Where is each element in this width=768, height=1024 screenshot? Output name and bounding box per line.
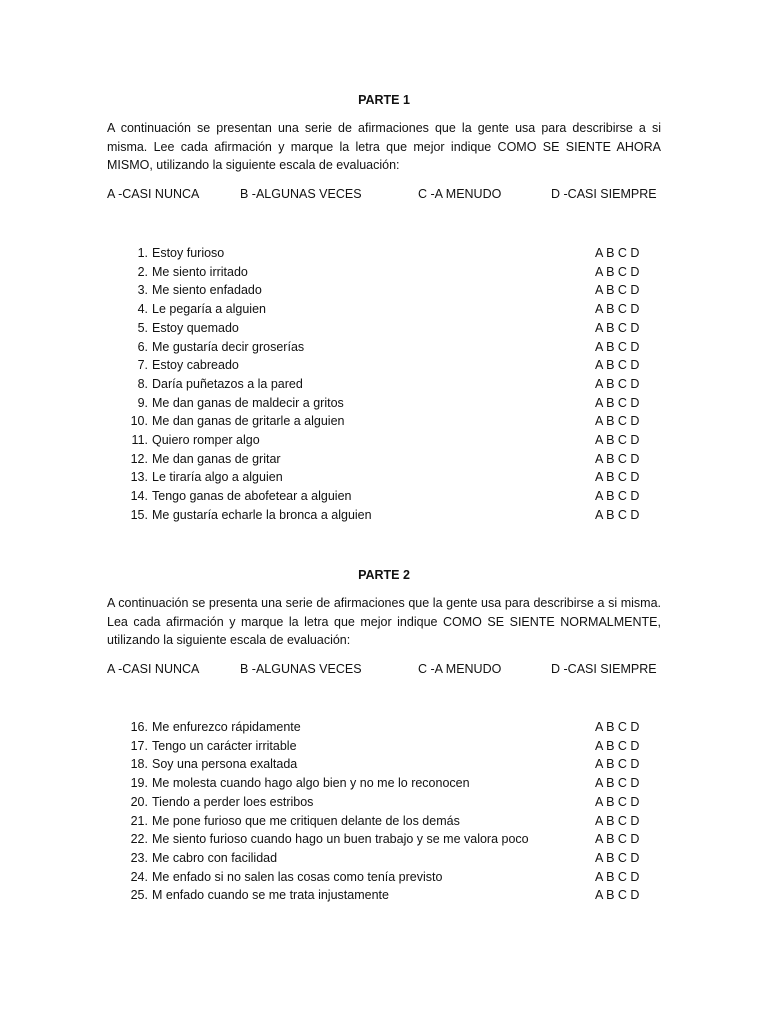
item-answer-options[interactable]: A B C D <box>595 376 640 391</box>
item-number: 24. <box>130 869 148 884</box>
item-answer-options[interactable]: A B C D <box>595 776 640 791</box>
part-2-instructions: A continuación se presenta una serie de afirmaciones que la gente usa para describirse a si misma. Lea cada afirmación y marque la letra que mejor indique COMO SE SIENTE NORMALMENTE, utilizando la siguiente escala de evaluación: <box>107 596 661 648</box>
list-item <box>107 468 661 487</box>
list-item <box>107 244 661 263</box>
item-number: 15. <box>130 507 148 522</box>
scale-option-c: C -A MENUDO <box>418 187 502 202</box>
item-answer-options[interactable]: A B C D <box>595 395 640 410</box>
item-number: 1. <box>137 246 148 261</box>
item-number: 7. <box>137 358 148 373</box>
item-number: 17. <box>130 738 148 753</box>
item-number: 6. <box>137 339 148 354</box>
part-1-rating-scale <box>107 185 661 203</box>
item-statement: Le pegaría a alguien <box>152 302 266 317</box>
list-item <box>107 281 661 300</box>
part-1-section <box>107 91 661 524</box>
item-statement: Le tiraría algo a alguien <box>152 470 283 485</box>
part-1-instructions: A continuación se presentan una serie de afirmaciones que la gente usa para describirse a si misma. Lee cada afirmación y marque la letra que mejor indique COMO SE SIENTE AHORA MISMO, utilizando la siguiente escala de evaluación: <box>107 121 661 173</box>
item-statement: Me pone furioso que me critiquen delante de los demás <box>152 813 460 828</box>
item-answer-options[interactable]: A B C D <box>595 888 640 903</box>
scale-option-a: A -CASI NUNCA <box>107 662 200 677</box>
item-statement: Me cabro con facilidad <box>152 850 278 865</box>
item-statement: Me enfado si no salen las cosas como tenía previsto <box>152 869 443 884</box>
item-answer-options[interactable]: A B C D <box>595 813 640 828</box>
item-answer-options[interactable]: A B C D <box>595 869 640 884</box>
item-statement: Tengo ganas de abofetear a alguien <box>152 489 352 504</box>
item-statement: Tengo un carácter irritable <box>152 738 297 753</box>
item-number: 3. <box>137 283 148 298</box>
item-number: 2. <box>137 264 148 279</box>
list-item <box>107 886 661 905</box>
item-statement: M enfado cuando se me trata injustamente <box>152 888 389 903</box>
item-answer-options[interactable]: A B C D <box>595 246 640 261</box>
item-statement: Me siento irritado <box>152 264 248 279</box>
item-answer-options[interactable]: A B C D <box>595 358 640 373</box>
list-item <box>107 774 661 793</box>
list-item <box>107 812 661 831</box>
item-statement: Me dan ganas de gritarle a alguien <box>152 414 345 429</box>
part-1-title: PARTE 1 <box>358 93 410 107</box>
item-number: 14. <box>130 489 148 504</box>
list-item <box>107 737 661 756</box>
part-2-rating-scale <box>107 660 661 678</box>
item-number: 19. <box>130 776 148 791</box>
item-number: 22. <box>130 832 148 847</box>
scale-option-d: D -CASI SIEMPRE <box>551 662 657 677</box>
item-number: 23. <box>130 850 148 865</box>
item-number: 21. <box>130 813 148 828</box>
item-statement: Me dan ganas de maldecir a gritos <box>152 395 344 410</box>
item-answer-options[interactable]: A B C D <box>595 507 640 522</box>
item-number: 20. <box>130 794 148 809</box>
part-2-item-list <box>107 718 661 905</box>
item-number: 9. <box>137 395 148 410</box>
item-answer-options[interactable]: A B C D <box>595 414 640 429</box>
list-item <box>107 263 661 282</box>
part-2-title: PARTE 2 <box>358 568 410 582</box>
scale-option-c: C -A MENUDO <box>418 662 502 677</box>
list-item <box>107 300 661 319</box>
list-item <box>107 755 661 774</box>
list-item <box>107 450 661 469</box>
scale-option-b: B -ALGUNAS VECES <box>240 662 362 677</box>
item-number: 5. <box>137 320 148 335</box>
item-statement: Soy una persona exaltada <box>152 757 298 772</box>
item-answer-options[interactable]: A B C D <box>595 264 640 279</box>
item-answer-options[interactable]: A B C D <box>595 432 640 447</box>
item-number: 8. <box>137 376 148 391</box>
list-item <box>107 793 661 812</box>
item-statement: Estoy cabreado <box>152 358 239 373</box>
item-statement: Me molesta cuando hago algo bien y no me lo reconocen <box>152 776 470 791</box>
item-answer-options[interactable]: A B C D <box>595 302 640 317</box>
item-statement: Me siento enfadado <box>152 283 262 298</box>
item-number: 16. <box>130 720 148 735</box>
list-item <box>107 506 661 525</box>
item-answer-options[interactable]: A B C D <box>595 850 640 865</box>
item-answer-options[interactable]: A B C D <box>595 489 640 504</box>
item-statement: Me siento furioso cuando hago un buen trabajo y se me valora poco <box>152 832 529 847</box>
item-number: 10. <box>130 414 148 429</box>
list-item <box>107 375 661 394</box>
scale-option-a: A -CASI NUNCA <box>107 187 200 202</box>
part-2-section <box>107 566 661 905</box>
item-number: 25. <box>130 888 148 903</box>
item-answer-options[interactable]: A B C D <box>595 738 640 753</box>
list-item <box>107 849 661 868</box>
item-answer-options[interactable]: A B C D <box>595 757 640 772</box>
item-statement: Me gustaría echarle la bronca a alguien <box>152 507 372 522</box>
list-item <box>107 394 661 413</box>
list-item <box>107 868 661 887</box>
item-number: 12. <box>130 451 148 466</box>
list-item <box>107 319 661 338</box>
item-number: 18. <box>130 757 148 772</box>
item-answer-options[interactable]: A B C D <box>595 320 640 335</box>
list-item <box>107 487 661 506</box>
item-statement: Quiero romper algo <box>152 432 260 447</box>
item-statement: Daría puñetazos a la pared <box>152 376 303 391</box>
list-item <box>107 412 661 431</box>
list-item <box>107 718 661 737</box>
list-item <box>107 431 661 450</box>
list-item <box>107 338 661 357</box>
item-statement: Tiendo a perder loes estribos <box>152 794 314 809</box>
part-1-item-list <box>107 244 661 524</box>
item-answer-options[interactable]: A B C D <box>595 470 640 485</box>
item-number: 11. <box>131 432 148 447</box>
item-statement: Estoy quemado <box>152 320 239 335</box>
scale-option-d: D -CASI SIEMPRE <box>551 187 657 202</box>
item-statement: Me dan ganas de gritar <box>152 451 281 466</box>
item-statement: Me gustaría decir groserías <box>152 339 305 354</box>
list-item <box>107 830 661 849</box>
item-answer-options[interactable]: A B C D <box>595 283 640 298</box>
item-answer-options[interactable]: A B C D <box>595 339 640 354</box>
item-statement: Me enfurezco rápidamente <box>152 720 301 735</box>
item-number: 13. <box>130 470 148 485</box>
item-answer-options[interactable]: A B C D <box>595 794 640 809</box>
item-number: 4. <box>137 302 148 317</box>
item-answer-options[interactable]: A B C D <box>595 832 640 847</box>
scale-option-b: B -ALGUNAS VECES <box>240 187 362 202</box>
item-statement: Estoy furioso <box>152 246 225 261</box>
item-answer-options[interactable]: A B C D <box>595 451 640 466</box>
list-item <box>107 356 661 375</box>
item-answer-options[interactable]: A B C D <box>595 720 640 735</box>
